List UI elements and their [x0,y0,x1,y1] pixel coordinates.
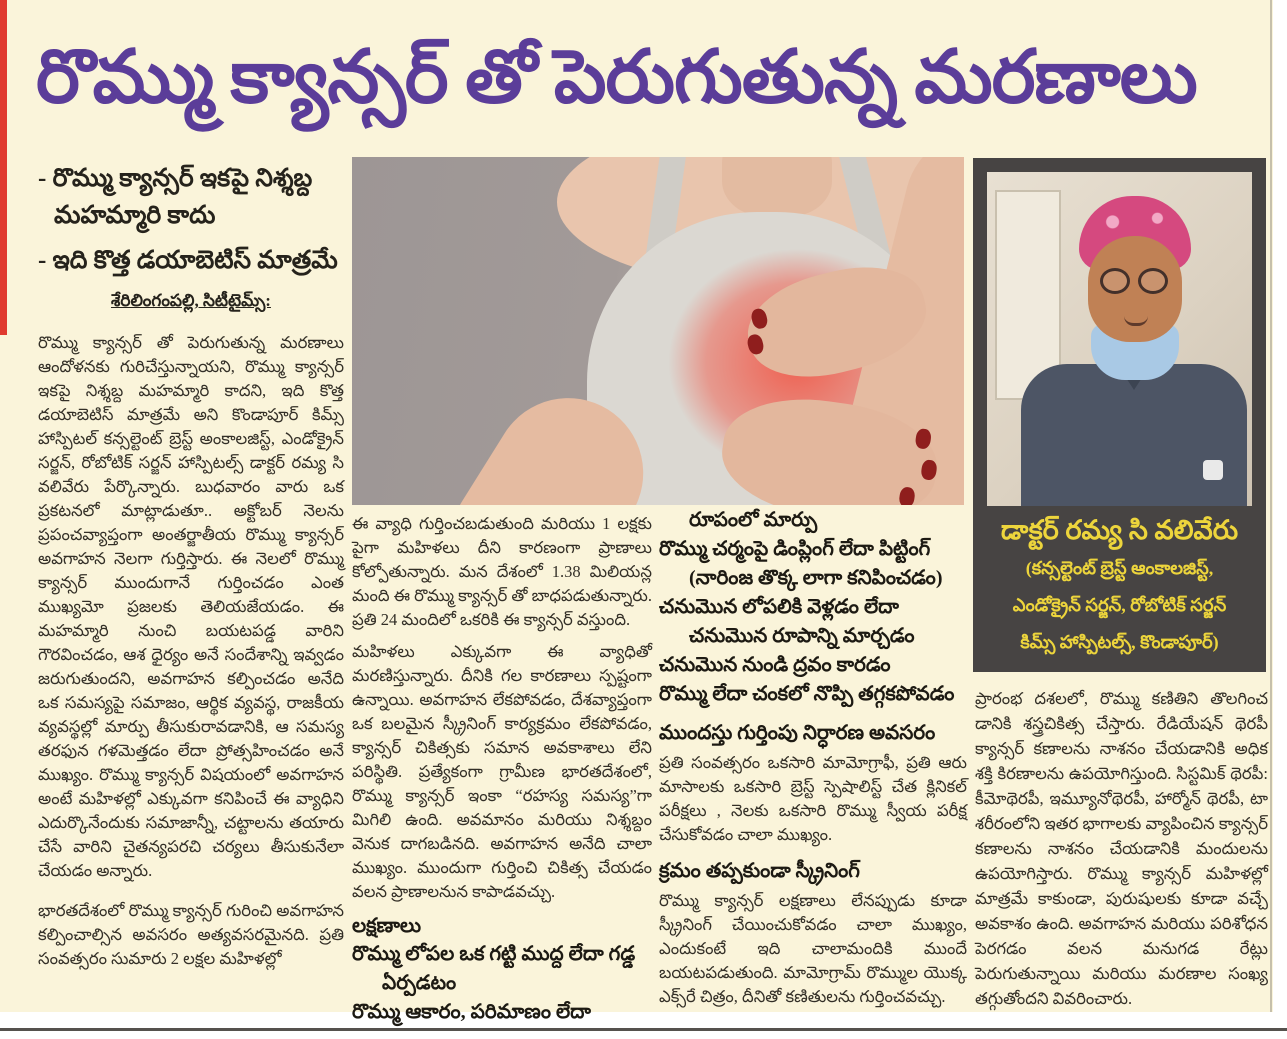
left-column [38,160,344,971]
highlight-bullet-2: - ఇది కొత్త డయాబెటిస్ మాత్రమే [38,247,338,274]
doctor-face [1088,236,1182,342]
glasses-right-lens [1138,268,1168,294]
nail-polish [898,486,916,505]
early-detection-paragraph: ప్రతి సంవత్సరం ఒకసారి మామోగ్రాఫీ, ప్రతి ఆరు మాసాలకు ఒకసారి బ్రెస్ట్ స్పెషాలిస్ట్ చేత క్లినికల్ పరీక్షలు , నెలకు ఒకసారి రొమ్ము స్వీయ పరీక్ష చేసుకోవడం చాలా ముఖ్యం. [659,753,967,844]
treatment-paragraph: ప్రారంభ దశలలో, రొమ్ము కణితిని తొలగించ డానికి శస్త్రచికిత్స చేస్తారు. రేడియేషన్ థెరపీ క్యాన్సర్ కణాలను నాశనం చేయడానికి అధిక శక్తి కిరణాలను ఉపయోగిస్తుంది. సిస్టమిక్ థెరపీ: కీమోథెరపీ, ఇమ్యూనోథెరపీ, హార్మోన్ థెరపీ, టా శరీరంలోని ఇతర భాగాలకు వ్యాపించిన క్యాన్సర్ కణాలను నాశనం చేయడానికి మందులను ఉపయోగిస్తారు. రొమ్ము క్యాన్సర్ మహిళల్లో మాత్రమే కాకుండా, పురుషులకు కూడా వచ్చే అవకాశం ఉంది. అవగాహన మరియు పరిశోధన పెరగడం వలన మనుగడ రేట్లు పెరుగుతున్నాయి మరియు మరణాల సంఖ్య తగ్గుతోందని వివరించారు. [975,689,1268,1008]
doctor-title-line: (కన్సల్టెంట్ బ్రెస్ట్ ఆంకాలజిస్ట్, [1025,558,1214,578]
symptom-item: రొమ్ము లేదా చంకలో నొప్పి తగ్గకపోవడం [659,683,955,705]
doctor-photo [987,172,1252,506]
left-body-paragraph-1: రొమ్ము క్యాన్సర్ తో పెరుగుతున్న మరణాలు ఆందోళనకు గురిచేస్తున్నాయని, రొమ్ము క్యాన్సర్ ఇకపై నిశ్శబ్ద మహమ్మారి కాదని, ఇది కొత్త డయాబెటిస్ మాత్రమే అని కొండాపూర్ కిమ్స్ హాస్పిటల్ కన్సల్టెంట్ బ్రెస్ట్ అంకాలజిస్ట్, ఎండోక్రైన్ సర్జన్, రోబోటిక్ సర్జన్ హాస్పిటల్స్ డాక్టర్ రమ్య సి వలివేరు పేర్కొన్నారు. బుధవారం వారు ఒక ప్రకటనలో మాట్లాడుతూ.. అక్టోబర్ నెలను ప్రపంచవ్యాప్తంగా అంతర్జాతీయ రొమ్ము క్యాన్సర్ అవగాహన నెలగా గుర్తిస్తారు. ఈ నెలలో రొమ్ము క్యాన్సర్ ముందుగానే గుర్తించడం ఎంత ముఖ్యమో ప్రజలకు తెలియజేయడం. ఈ మహమ్మారి నుంచి బయటపడ్డ వారిని గౌరవించడం, ఆశ ధైర్యం అనే సందేశాన్ని ఇవ్వడం జరుగుతుందని, అవగాహన కల్పించడం అనేది ఒక సమస్యపై సమాజం, ఆర్థిక వ్యవస్థ, రాజకీయ వ్యవస్థల్లో మార్పు తీసుకురావడానికి, ఆ సమస్య తరఫున గళమెత్తడం లేదా ప్రోత్సహించడం అనే ముఖ్యం. రొమ్ము క్యాన్సర్ విషయంలో అవగాహన అంటే మహిళల్లో ఎక్కువగా కనిపించే ఈ వ్యాధిని ఎదుర్కొనేందుకు సమాజాన్నీ, చట్టాలను తయారు చేసే వారిని చైతన్యపరచి చర్యలు తీసుకునేలా చేయడం అన్నారు. [38,333,344,880]
early-detection-heading: ముందస్తు గుర్తింపు నిర్ధారణ అవసరం [659,722,936,744]
symptom-item: చనుమొన లోపలికి వెళ్లడం లేదా చనుమొన రూపాన్ని మార్చడం [659,596,915,647]
doctor-name: డాక్టర్ రమ్య సి వలివేరు [1000,515,1239,545]
center-column-1 [352,512,652,1027]
bottom-rule [0,1028,1287,1031]
doctor-card [973,158,1266,672]
doctor-caption [973,510,1266,661]
smile [1124,316,1148,326]
screening-paragraph: రొమ్ము క్యాన్సర్ లక్షణాలు లేనప్పుడు కూడా స్క్రీనింగ్ చేయించుకోవడం చాలా ముఖ్యం, ఎందుకంటే ఇది చాలామందికి ముందే బయటపడుతుంది. మామోగ్రామ్ రొమ్ముల యొక్క ఎక్స్‌రే చిత్రం, దీనితో కణితులను గుర్తించవచ్చు. [659,891,967,1006]
stats-paragraph: ఈ వ్యాధి గుర్తించబడుతుంది మరియు 1 లక్షకు పైగా మహిళలు దీని కారణంగా ప్రాణాలు కోల్పోతున్నారు. మన దేశంలో 1.38 మిలియన్ల మంది ఈ రొమ్ము క్యాన్సర్ తో బాధపడుతున్నారు. ప్రతి 24 మందిలో ఒకరికి ఈ క్యాన్సర్ వస్తుంది. [352,514,652,629]
right-column [975,686,1268,1011]
symptom-item: రొమ్ము ఆకారం, పరిమాణం లేదా [352,1001,591,1023]
nail-polish [750,307,769,330]
causes-paragraph: మహిళలు ఎక్కువగా ఈ వ్యాధితో మరణిస్తున్నారు. దీనికి గల కారణాలు స్పష్టంగా ఉన్నాయి. అవగాహన లేకపోవడం, దేశవ్యాప్తంగా ఒక బలమైన స్క్రీనింగ్ కార్యక్రమం లేకపోవడం, క్యాన్సర్ చికిత్సకు సమాన అవకాశాలు లేని పరిస్థితి. ప్రత్యేకంగా గ్రామీణ భారతదేశంలో, రొమ్ము క్యాన్సర్ ఇంకా “రహస్య సమస్య”గా మిగిలి ఉంది. అవమానం మరియు నిశ్శబ్దం వెనుక దాగబడినది. అవగాహన అనేది చాలా ముఖ్యం. ముందుగా గుర్తించి చికిత్స చేయడం వలన ప్రాణాలనున కాపాడవచ్చు. [352,642,652,901]
symptom-item: రొమ్ము లోపల ఒక గట్టి ముద్ద లేదా గడ్డ ఏర్పడటం [352,943,636,994]
doctor-title-line: ఎండోక్రైన్ సర్జన్, రోబోటిక్ సర్జన్ [1012,595,1227,615]
screening-heading: క్రమం తప్పకుండా స్క్రీనింగ్ [659,860,860,882]
nail-polish [920,459,938,481]
right-column-rule [1270,0,1272,1012]
highlight-bullet-1: - రొమ్ము క్యాన్సర్ ఇకపై నిశ్శబ్ద మహమ్మారి కాదు [38,165,313,229]
center-column-2 [659,506,967,1015]
left-body-paragraph-2: భారతదేశంలో రొమ్ము క్యాన్సర్ గురించి అవగాహన కల్పించాల్సిన అవసరం అత్యవసరమైనది. ప్రతి సంవత్సరం సుమారు 2 లక్షల మహిళల్లో [38,901,344,968]
glasses-left-lens [1100,268,1130,294]
breast-pain-photo [352,157,964,505]
doctor-scrubs [1021,364,1247,506]
doctor-title-line: కిమ్స్ హాస్పిటల్స్, కొండాపూర్) [1020,632,1219,652]
scrubs-logo-patch [1203,460,1223,480]
symptom-item: చనుమొన నుండి ద్రవం కారడం [659,654,891,676]
article-headline: రొమ్ము క్యాన్సర్ తో పెరుగుతున్న మరణాలు [36,37,1197,119]
symptom-item: రొమ్ము చర్మంపై డింప్లింగ్ లేదా పిట్టింగ్ (నారింజ తొక్క లాగా కనిపించడం) [659,538,943,589]
symptom-item: రూపంలో మార్పు [689,509,818,531]
dateline: శేరిలింగంపల్లి, సిటీటైమ్స్: [111,291,271,310]
nail-polish [914,428,932,450]
left-edge-red-strip [0,0,7,335]
symptoms-heading: లక్షణాలు [352,915,422,937]
photo-neck [722,157,832,217]
